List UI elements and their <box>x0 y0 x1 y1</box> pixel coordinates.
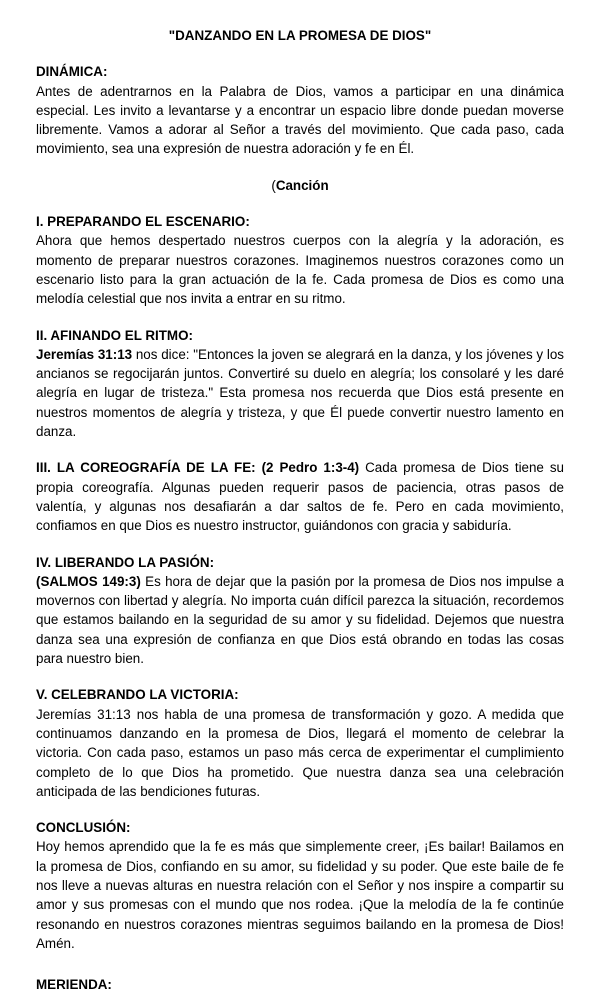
section-4-paragraph <box>36 572 564 668</box>
section-4-reference: (SALMOS 149:3) <box>36 573 141 589</box>
merienda-heading: MERIENDA: <box>36 977 112 993</box>
section-1-text: Ahora que hemos despertado nuestros cuerpos con la alegría y la adoración, es momento de preparar nuestros corazones. Imaginemos nuestros corazones como un escenario listo para la gran actuación de la fe. Cada promesa de Dios es como una melodía celestial que nos invita a entrar en su ritmo. <box>36 233 564 307</box>
section-1-heading: I. PREPARANDO EL ESCENARIO: <box>36 214 250 230</box>
section-3 <box>36 458 564 535</box>
section-4 <box>36 553 564 669</box>
section-dinamica <box>36 62 564 158</box>
section-3-heading: III. LA COREOGRAFÍA DE LA FE: (2 Pedro 1:3-4) <box>36 460 360 476</box>
section-3-text: Cada promesa de Dios tiene su propia coreografía. Algunas pueden requerir pasos de paciencia, otras pasos de valentía, y algunas nos desafiarán a dar saltos de fe. Pero en cada movimiento, confiamos en que Dios es nuestro instructor, guiándonos con gracia y sabiduría. <box>36 460 565 534</box>
section-4-heading: IV. LIBERANDO LA PASIÓN: <box>36 554 215 570</box>
conclusion-heading: CONCLUSIÓN: <box>36 820 131 836</box>
section-2-paragraph <box>36 345 564 441</box>
section-2-heading: II. AFINANDO EL RITMO: <box>36 327 193 343</box>
section-2 <box>36 326 564 442</box>
section-1 <box>36 212 564 308</box>
cancion-paren: ( <box>271 177 276 193</box>
section-conclusion <box>36 818 564 953</box>
page-title: "DANZANDO EN LA PROMESA DE DIOS" <box>168 28 432 43</box>
dinamica-text: Antes de adentrarnos en la Palabra de Dios, vamos a participar en una dinámica especial. Les invito a levantarse y a encontrar un espacio libre donde puedan moverse libremente. Vamos a adorar al Señor a través del movimiento. Que cada paso, cada movimiento, sea una expresión de nuestra adoración y fe en Él. <box>36 83 564 157</box>
section-2-text: nos dice: "Entonces la joven se alegrará en la danza, y los jóvenes y los ancianos se regocijarán juntos. Convertiré su duelo en alegría; los consolaré y les daré alegría en lugar de tristeza." Esta promesa nos recuerda que Dios está presente en nuestros momentos de alegría y tristeza, y que Él puede convertir nuestro lamento en danza. <box>36 346 564 440</box>
section-5 <box>36 685 564 801</box>
cancion-line <box>36 176 564 195</box>
cancion-label: Canción <box>275 177 329 193</box>
section-2-reference: Jeremías 31:13 <box>36 346 133 362</box>
section-5-text: Jeremías 31:13 nos habla de una promesa de transformación y gozo. A medida que continuamos danzando en la promesa de Dios, llegará el momento de celebrar la victoria. Con cada paso, estamos un paso más cerca de experimentar el cumplimiento completo de lo que Dios ha prometido. Que nuestra danza sea una celebración anticipada de las bendiciones futuras. <box>36 706 564 799</box>
section-3-paragraph <box>36 458 564 535</box>
conclusion-text: Hoy hemos aprendido que la fe es más que simplemente creer, ¡Es bailar! Bailamos en la promesa de Dios, confiando en su amor, su fidelidad y su poder. Que este baile de fe nos lleve a nuevas alturas en nuestra relación con el Señor y nos inspire a compartir su amor y sus promesas con el mundo que nos rodea. ¡Que la melodía de la fe continúe resonando en nuestros corazones mientras seguimos bailando en la promesa de Dios! Amén. <box>36 839 564 951</box>
dinamica-heading: DINÁMICA: <box>36 64 108 80</box>
section-4-text: Es hora de dejar que la pasión por la promesa de Dios nos impulse a movernos con libertad y alegría. No importa cuán difícil parezca la situación, recordemos que estamos bailando en la seguridad de su amor y su fidelidad. Dejemos que nuestra danza sea una expresión de confianza en que Dios está obrando en todas las cosas para nuestro bien. <box>36 573 564 667</box>
section-5-heading: V. CELEBRANDO LA VICTORIA: <box>36 687 239 703</box>
